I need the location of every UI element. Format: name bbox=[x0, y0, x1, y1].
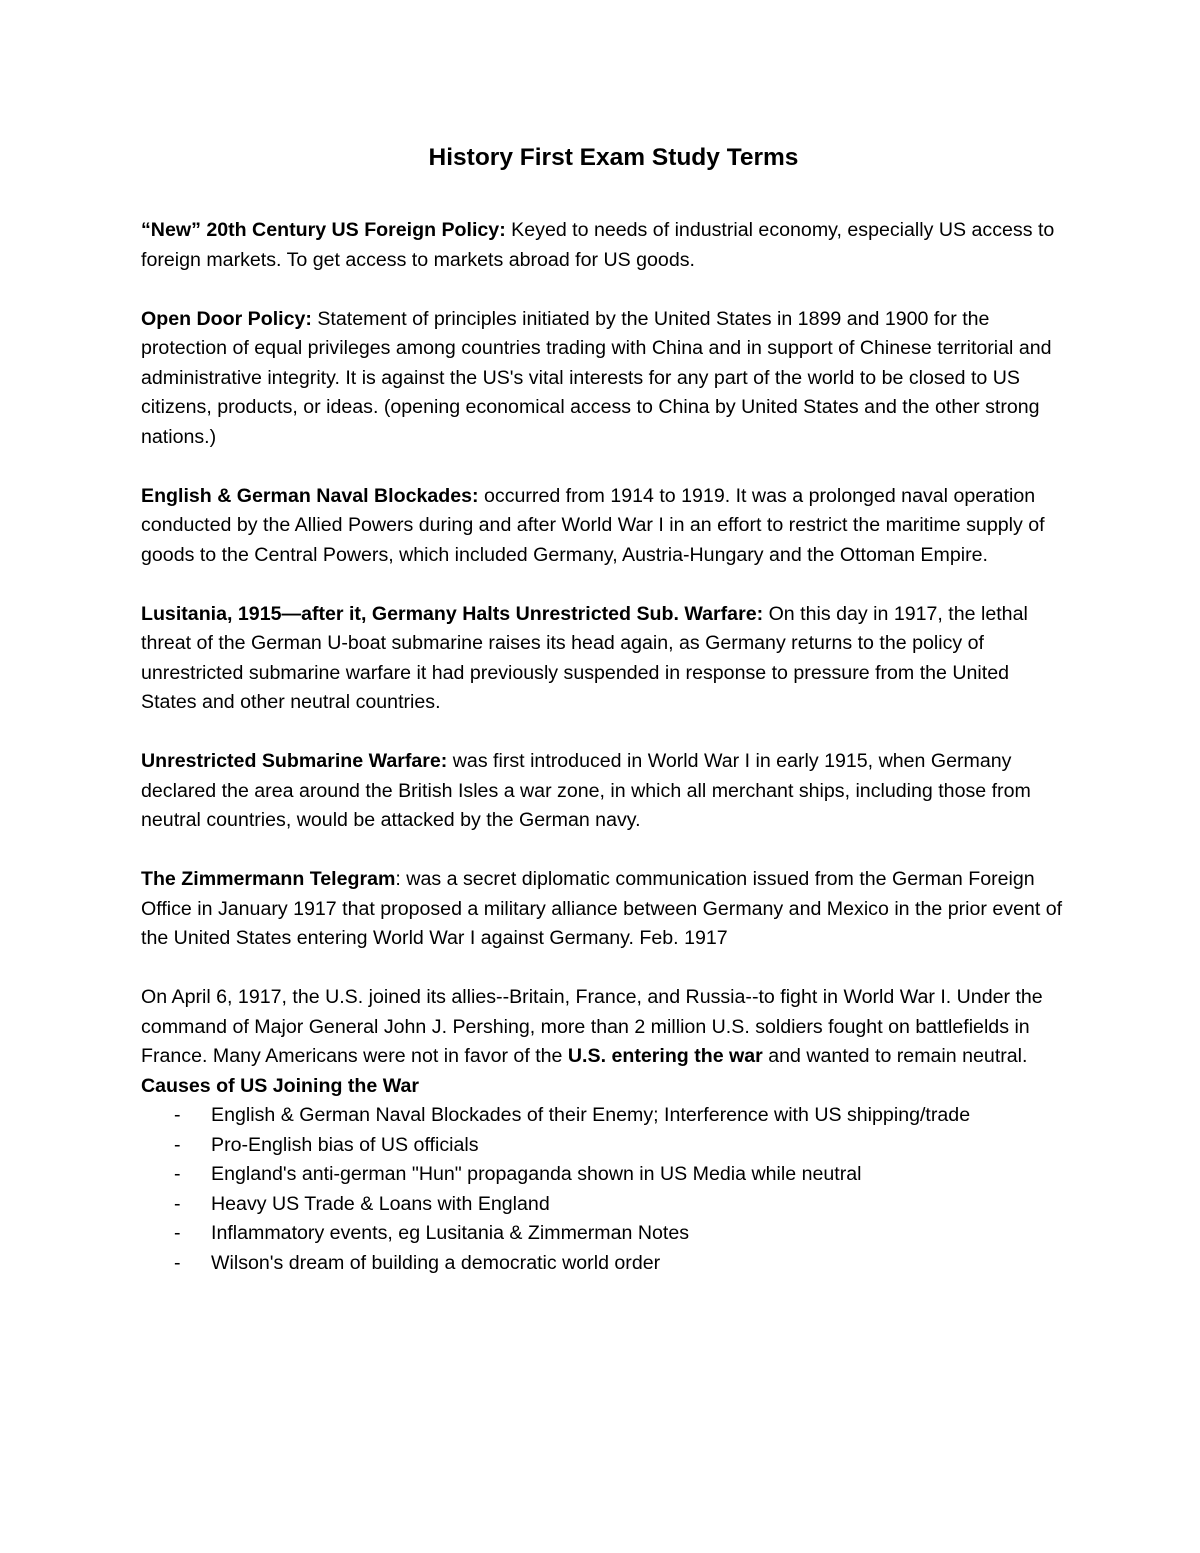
closing-paragraph bbox=[141, 983, 1066, 1072]
term-entry-zimmermann bbox=[141, 865, 1066, 954]
term-definition: was first introduced in World War I in early 1915, when Germany declared the area around the British Isles a war zone, in which all merchant ships, including those from neutral countries, would be attacked by the German navy. bbox=[141, 750, 1031, 831]
closing-text-end: and wanted to remain neutral. bbox=[762, 1045, 1028, 1067]
causes-list bbox=[141, 1101, 1066, 1278]
dash-bullet: - bbox=[174, 1133, 181, 1156]
causes-heading: Causes of US Joining the War bbox=[141, 1074, 419, 1097]
list-item bbox=[141, 1160, 1066, 1190]
term-entry-lusitania bbox=[141, 600, 1066, 718]
list-item-text: English & German Naval Blockades of their Enemy; Interference with US shipping/trade bbox=[211, 1104, 971, 1126]
list-item-text: Inflammatory events, eg Lusitania & Zimmerman Notes bbox=[211, 1222, 690, 1244]
term-label: “New” 20th Century US Foreign Policy: bbox=[141, 219, 506, 241]
term-definition: Keyed to needs of industrial economy, especially US access to foreign markets. To get access to markets abroad for US goods. bbox=[141, 219, 1055, 271]
term-label: English & German Naval Blockades: bbox=[141, 484, 479, 507]
document-title: History First Exam Study Terms bbox=[428, 144, 799, 171]
term-definition: On this day in 1917, the lethal threat of the German U-boat submarine raises its head again, as Germany returns to the policy of unrestricted submarine warfare it had previously suspended in response to pressure from the United States and other neutral countries. bbox=[141, 602, 1028, 713]
term-definition: occurred from 1914 to 1919. It was a prolonged naval operation conducted by the Allied Powers during and after World War I in an effort to restrict the maritime supply of goods to the Central Powers, which included Germany, Austria-Hungary and the Ottoman Empire. bbox=[141, 484, 1045, 566]
dash-bullet: - bbox=[174, 1163, 181, 1185]
term-entry-foreign-policy bbox=[141, 216, 1066, 275]
dash-bullet: - bbox=[174, 1222, 181, 1244]
dash-bullet: - bbox=[174, 1192, 181, 1215]
term-entry-submarine-warfare bbox=[141, 747, 1066, 836]
list-item-text: Pro-English bias of US officials bbox=[211, 1133, 479, 1156]
dash-bullet: - bbox=[174, 1251, 181, 1274]
list-item-text: Heavy US Trade & Loans with England bbox=[211, 1192, 550, 1215]
dash-bullet: - bbox=[174, 1104, 181, 1126]
term-label: The Zimmermann Telegram bbox=[141, 868, 396, 890]
closing-bold-text: U.S. entering the war bbox=[567, 1045, 763, 1067]
closing-text-start: On April 6, 1917, the U.S. joined its allies--Britain, France, and Russia--to fight in World War I. Under the command of Major General John J. Pershing, more than 2 million U.S. soldiers fought on battlefields in France. Many Americans were not in favor of the bbox=[141, 986, 1043, 1067]
list-item bbox=[141, 1101, 1066, 1131]
list-item bbox=[141, 1249, 1066, 1279]
list-item bbox=[141, 1190, 1066, 1220]
term-label: Open Door Policy: bbox=[141, 307, 312, 330]
list-item bbox=[141, 1219, 1066, 1249]
list-item bbox=[141, 1131, 1066, 1161]
term-definition: Statement of principles initiated by the United States in 1899 and 1900 for the protection of equal privileges among countries trading with China and in support of Chinese territorial and administrative integrity. It is against the US's vital interests for any part of the world to be closed to US citizens, products, or ideas. (opening economical access to China by United States and the other strong nations.) bbox=[141, 307, 1052, 448]
document-page bbox=[141, 140, 1066, 1278]
term-definition: : was a secret diplomatic communication issued from the German Foreign Office in January 1917 that proposed a military alliance between Germany and Mexico in the prior event of the United States entering World War I against Germany. Feb. 1917 bbox=[141, 868, 1063, 949]
term-entry-naval-blockades bbox=[141, 482, 1066, 571]
list-item-text: Wilson's dream of building a democratic world order bbox=[211, 1251, 661, 1274]
term-entry-open-door bbox=[141, 305, 1066, 453]
term-label: Unrestricted Submarine Warfare: bbox=[141, 750, 448, 772]
list-item-text: England's anti-german "Hun" propaganda shown in US Media while neutral bbox=[211, 1163, 862, 1185]
term-label: Lusitania, 1915—after it, Germany Halts Unrestricted Sub. Warfare: bbox=[141, 602, 764, 625]
